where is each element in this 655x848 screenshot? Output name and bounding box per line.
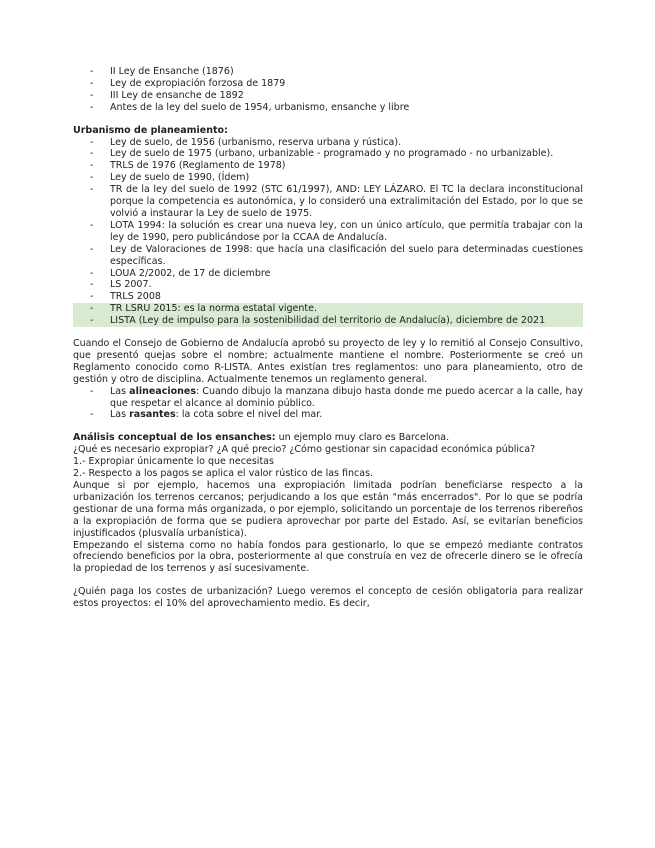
list-item: - Ley de suelo de 1990, (Ídem): [73, 172, 583, 184]
list-item: - Ley de expropiación forzosa de 1879: [73, 78, 583, 90]
concept-text: : Cuando dibujo la manzana dibujo hasta donde me puedo acercar a la calle, hay que respetar el alcance al dominio público.: [110, 385, 583, 409]
list-item: [73, 409, 583, 421]
list-item: - TRLS 2008: [73, 291, 583, 303]
final-paragraph: ¿Quién paga los costes de urbanización? Luego veremos el concepto de cesión obligatoria para realizar estos proyectos: el 10% del aprovechamiento medio. Es decir,: [73, 586, 583, 610]
analysis-question: ¿Qué es necesario expropiar? ¿A qué precio? ¿Cómo gestionar sin capacidad económica pública?: [73, 444, 536, 456]
concepts-list: [73, 386, 583, 422]
list-item: - Ley de suelo de 1975 (urbano, urbanizable - programado y no programado - no urbanizable).: [73, 148, 583, 160]
concept-prefix: Las: [110, 409, 130, 421]
analysis-paragraph: Aunque si por ejemplo, hacemos una expropiación limitada podrían beneficiarse respecto a la urbanización los terrenos cercanos; perjudicando a los que están "más encerrados". Por lo que se podría gestionar de una forma más organizada, o por ejemplo, solicitando un porcentaje de los terrenos ribereños a la expropiación de forma que se pudiera aprovechar por parte del Estado. Así, se evitarían beneficios injustificados (plusvalía urbanística).: [73, 480, 583, 539]
analysis-heading: Análisis conceptual de los ensanches:: [73, 432, 276, 444]
intro-list: [73, 66, 583, 114]
list-item: - LOUA 2/2002, de 17 de diciembre: [73, 268, 583, 280]
list-item: - TR de la ley del suelo de 1992 (STC 61/1997), AND: LEY LÁZARO. El TC la declara inconstitucional porque la competencia es autonómica, y lo consideró una extralimitación del Estado, por lo que se volvió a instaurar la Ley de suelo de 1975.: [73, 184, 583, 220]
highlighted-list-item: - TR LSRU 2015: es la norma estatal vigente.: [73, 303, 583, 315]
list-item: - II Ley de Ensanche (1876): [73, 66, 583, 78]
list-item: [73, 386, 583, 410]
list-item: - Ley de suelo, de 1956 (urbanismo, reserva urbana y rústica).: [73, 137, 583, 149]
analysis-paragraph: Empezando el sistema como no había fondos para gestionarlo, lo que se empezó mediante contratos ofreciendo beneficios por la obra, posteriormente al que construía en vez de ofrecerle dinero se le ofrecía la propiedad de los terrenos y así sucesivamente.: [73, 539, 583, 575]
list-item: - Antes de la ley del suelo de 1954, urbanismo, ensanche y libre: [73, 102, 583, 114]
list-item: - III Ley de ensanche de 1892: [73, 90, 583, 102]
consejo-paragraph: Cuando el Consejo de Gobierno de Andalucía aprobó su proyecto de ley y lo remitió al Consejo Consultivo, que presentó quejas sobre el nombre; actualmente mantiene el nombre. Posteriormente se creó un Reglamento conocido como R-LISTA. Antes existían tres reglamentos: uno para planeamiento, otro de gestión y otro de disciplina. Actualmente tenemos un reglamento general.: [73, 338, 583, 385]
analysis-point: 1.- Expropiar únicamente lo que necesitas: [73, 456, 274, 468]
planning-heading: Urbanismo de planeamiento:: [73, 124, 228, 136]
concept-term: rasantes: [129, 409, 176, 421]
concept-prefix: Las: [110, 385, 130, 397]
document-page: [73, 66, 583, 610]
concept-term: alineaciones: [129, 385, 196, 397]
analysis-heading-line: [73, 432, 583, 444]
analysis-heading-rest: un ejemplo muy claro es Barcelona.: [275, 432, 450, 444]
analysis-point: 2.- Respecto a los pagos se aplica el valor rústico de las fincas.: [73, 468, 374, 480]
list-item: - Ley de Valoraciones de 1998: que hacía una clasificación del suelo para determinadas cuestiones específicas.: [73, 244, 583, 268]
concept-text: : la cota sobre el nivel del mar.: [175, 409, 323, 421]
list-item: - LS 2007.: [73, 279, 583, 291]
highlighted-list-item: - LISTA (Ley de impulso para la sostenibilidad del territorio de Andalucía), diciembre de 2021: [73, 315, 583, 327]
planning-list: [73, 137, 583, 328]
list-item: - LOTA 1994: la solución es crear una nueva ley, con un único artículo, que permitía trabajar con la ley de 1990, pero publicándose por la CCAA de Andalucía.: [73, 220, 583, 244]
list-item: - TRLS de 1976 (Reglamento de 1978): [73, 160, 583, 172]
